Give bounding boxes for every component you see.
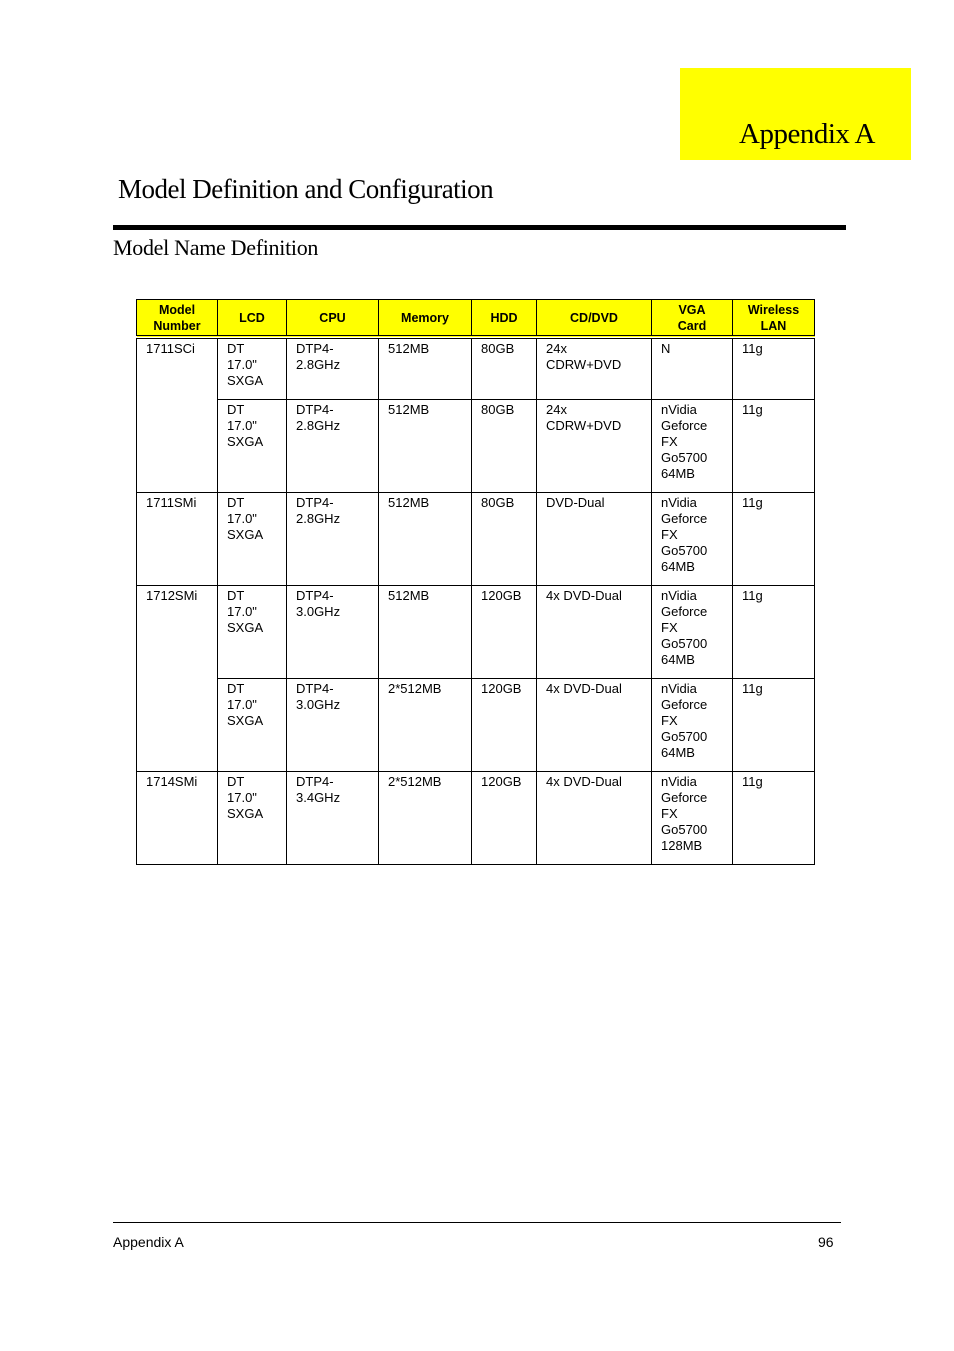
hdd-cell: 120GB [472, 772, 537, 865]
vga-card-cell: N [652, 337, 733, 400]
wireless-lan-cell: 11g [733, 493, 815, 586]
column-header-cd-dvd: CD/DVD [537, 300, 652, 338]
cpu-cell: DTP4- 2.8GHz [287, 493, 379, 586]
model-number-cell: 1714SMi [137, 772, 218, 865]
column-header-vga-card: VGA Card [652, 300, 733, 338]
lcd-cell: DT 17.0" SXGA [218, 337, 287, 400]
section-title: Model Name Definition [113, 235, 319, 260]
vga-card-cell: nVidia Geforce FX Go5700 64MB [652, 679, 733, 772]
cd-dvd-cell: 24x CDRW+DVD [537, 400, 652, 493]
column-header-hdd: HDD [472, 300, 537, 338]
hdd-cell: 80GB [472, 493, 537, 586]
memory-cell: 512MB [379, 400, 472, 493]
footer-section-label: Appendix A [113, 1234, 184, 1250]
memory-cell: 2*512MB [379, 772, 472, 865]
column-header-model-number: Model Number [137, 300, 218, 338]
memory-cell: 512MB [379, 493, 472, 586]
column-header-lcd: LCD [218, 300, 287, 338]
wireless-lan-cell: 11g [733, 400, 815, 493]
hdd-cell: 80GB [472, 337, 537, 400]
column-header-wireless-lan: Wireless LAN [733, 300, 815, 338]
cd-dvd-cell: 4x DVD-Dual [537, 772, 652, 865]
lcd-cell: DT 17.0" SXGA [218, 400, 287, 493]
table-row [137, 337, 815, 400]
cpu-cell: DTP4- 3.0GHz [287, 679, 379, 772]
memory-cell: 512MB [379, 586, 472, 679]
wireless-lan-cell: 11g [733, 772, 815, 865]
cd-dvd-cell: 24x CDRW+DVD [537, 337, 652, 400]
memory-cell: 2*512MB [379, 679, 472, 772]
cpu-cell: DTP4- 2.8GHz [287, 400, 379, 493]
model-definition-table [136, 299, 815, 865]
cd-dvd-cell: DVD-Dual [537, 493, 652, 586]
lcd-cell: DT 17.0" SXGA [218, 586, 287, 679]
page-title: Model Definition and Configuration [118, 174, 494, 204]
table-row [137, 772, 815, 865]
cpu-cell: DTP4- 2.8GHz [287, 337, 379, 400]
title-divider [113, 225, 846, 230]
table-row [137, 400, 815, 493]
hdd-cell: 120GB [472, 586, 537, 679]
wireless-lan-cell: 11g [733, 337, 815, 400]
lcd-cell: DT 17.0" SXGA [218, 679, 287, 772]
table-row [137, 493, 815, 586]
hdd-cell: 120GB [472, 679, 537, 772]
column-header-cpu: CPU [287, 300, 379, 338]
lcd-cell: DT 17.0" SXGA [218, 772, 287, 865]
table-row [137, 679, 815, 772]
table-header-row [137, 300, 815, 338]
hdd-cell: 80GB [472, 400, 537, 493]
vga-card-cell: nVidia Geforce FX Go5700 64MB [652, 586, 733, 679]
wireless-lan-cell: 11g [733, 679, 815, 772]
vga-card-cell: nVidia Geforce FX Go5700 128MB [652, 772, 733, 865]
vga-card-cell: nVidia Geforce FX Go5700 64MB [652, 493, 733, 586]
page-number: 96 [818, 1234, 834, 1250]
cd-dvd-cell: 4x DVD-Dual [537, 679, 652, 772]
cpu-cell: DTP4- 3.4GHz [287, 772, 379, 865]
wireless-lan-cell: 11g [733, 586, 815, 679]
appendix-highlight-box [680, 68, 911, 160]
cd-dvd-cell: 4x DVD-Dual [537, 586, 652, 679]
vga-card-cell: nVidia Geforce FX Go5700 64MB [652, 400, 733, 493]
footer-divider [113, 1222, 841, 1223]
model-number-cell: 1712SMi [137, 586, 218, 772]
lcd-cell: DT 17.0" SXGA [218, 493, 287, 586]
table-row [137, 586, 815, 679]
model-number-cell: 1711SCi [137, 337, 218, 493]
cpu-cell: DTP4- 3.0GHz [287, 586, 379, 679]
appendix-title: Appendix A [739, 118, 875, 150]
column-header-memory: Memory [379, 300, 472, 338]
model-number-cell: 1711SMi [137, 493, 218, 586]
memory-cell: 512MB [379, 337, 472, 400]
